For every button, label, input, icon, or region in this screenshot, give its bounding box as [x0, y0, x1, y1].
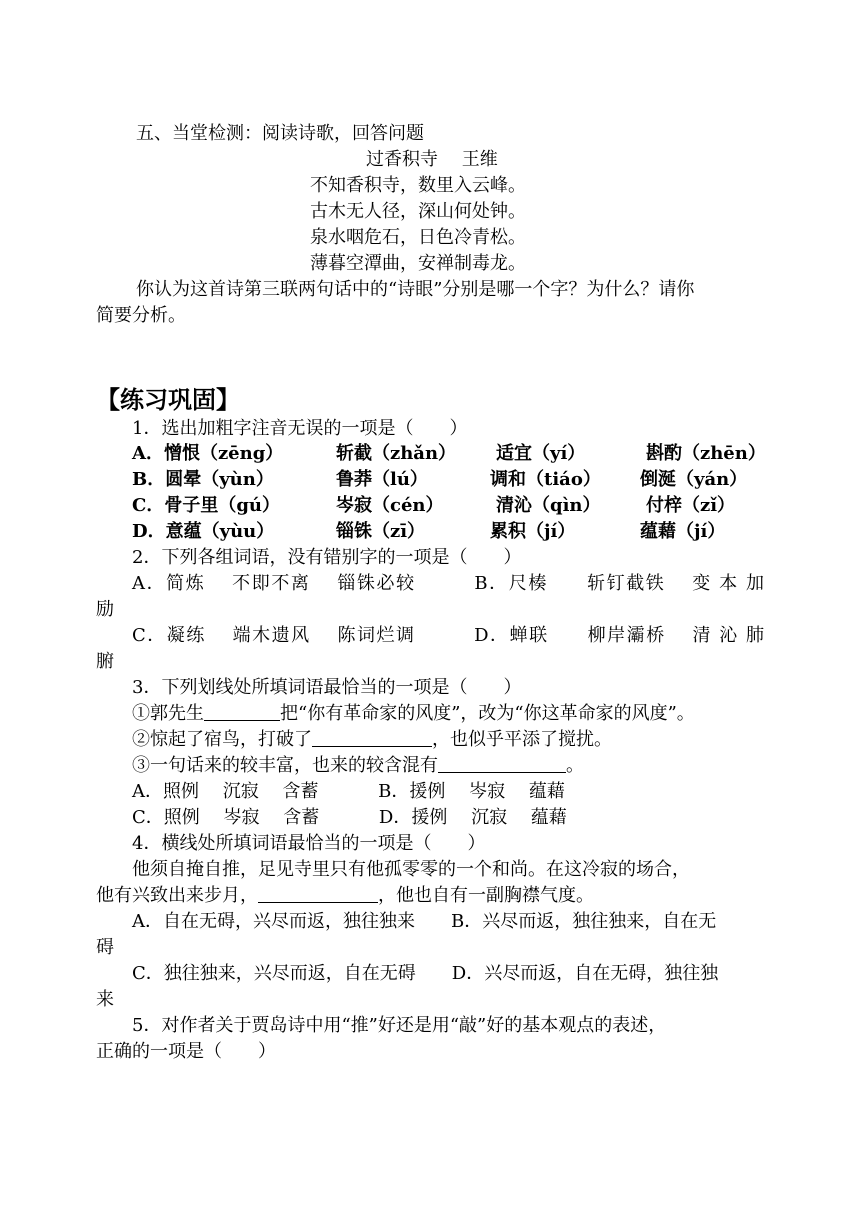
q2-options-ab: A．简炼 不即不离 锱铢必较 B．尺楱 斩钉截铁 变 本 加 — [132, 573, 764, 594]
q3-sentence-3-pre: ③一句话来的较丰富，也来的较含混有 — [132, 755, 438, 776]
poem-question-line-2: 简要分析。 — [96, 305, 186, 326]
q1-option-d-2: 锱铢（zī） — [336, 521, 426, 542]
q4-paragraph-line-1: 他须自掩自推，足见寺里只有他孤零零的一个和尚。在这冷寂的场合， — [132, 859, 690, 880]
q1-option-b-4: 倒涎（yán） — [640, 469, 748, 490]
q4-options-ab: A．自在无碍，兴尽而返，独往独来 B．兴尽而返，独往独来，自在无 — [132, 911, 717, 932]
poem-line-2: 古木无人径，深山何处钟。 — [310, 201, 526, 222]
q3-sentence-3-post: 。 — [566, 755, 584, 776]
q3-blank-1 — [204, 702, 280, 721]
q4-stem: 4．横线处所填词语最恰当的一项是（ ） — [132, 833, 486, 854]
q1-option-b-1: B．圆晕（yùn） — [132, 469, 274, 490]
q1-option-a-2: 斩截（zhǎn） — [336, 443, 457, 464]
poem-title: 过香积寺 王维 — [366, 149, 498, 170]
q1-option-b-3: 调和（tiáo） — [490, 469, 601, 490]
q1-option-a-3: 适宜（yí） — [496, 443, 586, 464]
q3-blank-2 — [312, 728, 432, 747]
q5-stem-line-2: 正确的一项是（ ） — [96, 1041, 276, 1062]
q4-options-cd-wrap: 来 — [96, 989, 114, 1010]
q1-option-c-1: C．骨子里（gú） — [132, 495, 280, 516]
q1-option-b-2: 鲁莽（lú） — [336, 469, 428, 490]
poem-line-1: 不知香积寺，数里入云峰。 — [310, 175, 526, 196]
q3-sentence-3 — [132, 753, 584, 779]
q3-options-ab: A．照例 沉寂 含蓄 B．援例 岑寂 蕴藉 — [132, 781, 565, 802]
q4-paragraph-line-2 — [96, 883, 594, 909]
q4-options-cd: C．独往独来，兴尽而返，自在无碍 D．兴尽而返，自在无碍，独往独 — [132, 963, 719, 984]
q4-options-ab-wrap: 碍 — [96, 937, 114, 958]
q1-option-c-3: 清沁（qìn） — [496, 495, 601, 516]
q3-sentence-1-post: 把“你有革命家的风度”，改为“你这革命家的风度”。 — [280, 703, 695, 724]
q1-option-d-1: D．意蕴（yùu） — [132, 521, 275, 542]
q4-paragraph-post: ，他也自有一副胸襟气度。 — [378, 885, 594, 906]
q4-blank — [258, 884, 378, 903]
q3-stem: 3．下列划线处所填词语最恰当的一项是（ ） — [132, 677, 522, 698]
q3-sentence-2-pre: ②惊起了宿鸟，打破了 — [132, 729, 312, 750]
poem-line-3: 泉水咽危石，日色冷青松。 — [310, 227, 526, 248]
q3-sentence-2-post: ，也似乎平添了搅扰。 — [432, 729, 612, 750]
q1-option-a-1: A．憎恨（zēng） — [132, 443, 284, 464]
q4-paragraph-pre: 他有兴致出来步月， — [96, 885, 258, 906]
q5-stem-line-1: 5．对作者关于贾岛诗中用“推”好还是用“敲”好的基本观点的表述， — [132, 1015, 667, 1036]
q1-option-d-3: 累积（jí） — [490, 521, 576, 542]
q2-options-cd: C．凝练 端木遗风 陈词烂调 D．蝉联 柳岸灞桥 清 沁 肺 — [132, 625, 764, 646]
q3-options-cd: C．照例 岑寂 含蓄 D．援例 沉寂 蕴藉 — [132, 807, 567, 828]
practice-heading: 【练习巩固】 — [96, 385, 240, 414]
poem-line-4: 薄暮空潭曲，安禅制毒龙。 — [310, 253, 526, 274]
q2-options-cd-wrap: 腑 — [96, 651, 114, 672]
poem-question-line-1: 你认为这首诗第三联两句话中的“诗眼”分别是哪一个字？为什么？请你 — [136, 279, 695, 300]
q3-sentence-2 — [132, 727, 612, 753]
q2-options-ab-wrap: 励 — [96, 599, 114, 620]
q3-sentence-1-pre: ①郭先生 — [132, 703, 204, 724]
section-5-heading: 五、当堂检测：阅读诗歌，回答问题 — [136, 123, 424, 144]
q1-option-c-4: 付梓（zǐ） — [646, 495, 736, 516]
q1-option-a-4: 斟酌（zhēn） — [646, 443, 766, 464]
q1-option-c-2: 岑寂（cén） — [336, 495, 444, 516]
q1-option-d-4: 蕴藉（jí） — [640, 521, 726, 542]
q3-blank-3 — [438, 754, 566, 773]
q3-sentence-1 — [132, 701, 695, 727]
q1-stem: 1．选出加粗字注音无误的一项是（ ） — [132, 418, 468, 439]
q2-stem: 2．下列各组词语，没有错别字的一项是（ ） — [132, 547, 522, 568]
